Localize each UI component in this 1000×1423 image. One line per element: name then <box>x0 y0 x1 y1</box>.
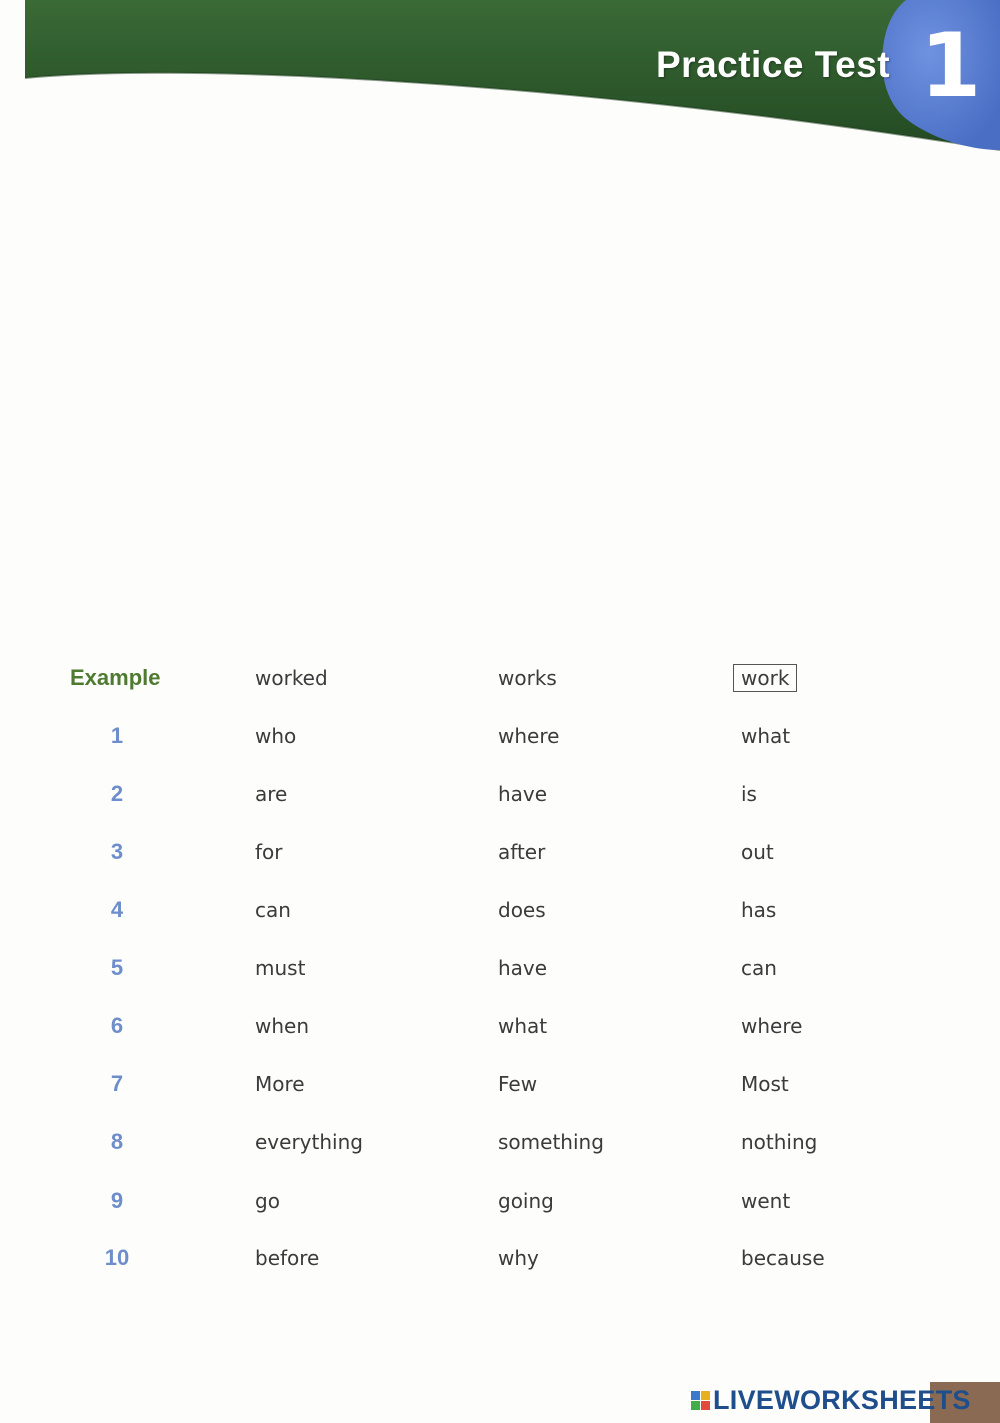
question-number: 6 <box>110 1013 124 1038</box>
question-row <box>0 1064 1000 1104</box>
question-row <box>0 890 1000 930</box>
question-number: 4 <box>110 897 124 922</box>
question-number: 8 <box>110 1129 124 1154</box>
option-c[interactable]: what <box>741 724 791 748</box>
example-option-a: worked <box>255 666 328 690</box>
option-a[interactable]: More <box>255 1072 305 1096</box>
question-row <box>0 1122 1000 1162</box>
option-a[interactable]: can <box>255 898 291 922</box>
option-b[interactable]: after <box>498 840 546 864</box>
option-c[interactable]: nothing <box>741 1130 818 1154</box>
example-answer-box: work <box>733 664 797 692</box>
option-c[interactable]: out <box>741 840 774 864</box>
question-row <box>0 1238 1000 1278</box>
option-c[interactable]: because <box>741 1246 825 1270</box>
option-c[interactable]: Most <box>741 1072 789 1096</box>
option-b[interactable]: does <box>498 898 546 922</box>
option-a[interactable]: must <box>255 956 306 980</box>
example-option-b: works <box>498 666 557 690</box>
liveworksheets-logo[interactable] <box>691 1383 971 1417</box>
option-c[interactable]: can <box>741 956 777 980</box>
option-c[interactable]: went <box>741 1189 791 1213</box>
option-c[interactable]: is <box>741 782 757 806</box>
option-a[interactable]: before <box>255 1246 320 1270</box>
option-b[interactable]: have <box>498 956 548 980</box>
liveworksheets-grid-icon <box>691 1391 710 1410</box>
question-number: 5 <box>110 955 124 980</box>
question-number: 1 <box>110 723 124 748</box>
option-a[interactable]: for <box>255 840 283 864</box>
option-c[interactable]: has <box>741 898 777 922</box>
option-b[interactable]: have <box>498 782 548 806</box>
question-row <box>0 774 1000 814</box>
example-label: Example <box>70 665 161 690</box>
page-title: Practice Test <box>656 44 891 85</box>
option-b[interactable]: something <box>498 1130 604 1154</box>
question-number: 10 <box>104 1245 130 1270</box>
logo-text: LIVEWORKSHEETS <box>713 1384 971 1415</box>
question-number: 3 <box>110 839 124 864</box>
test-number-badge: 1 <box>920 14 982 117</box>
option-b[interactable]: what <box>498 1014 548 1038</box>
question-row <box>0 1181 1000 1221</box>
option-b[interactable]: where <box>498 724 560 748</box>
option-b[interactable]: why <box>498 1246 539 1270</box>
question-row <box>0 716 1000 756</box>
question-row <box>0 832 1000 872</box>
question-number: 2 <box>110 781 124 806</box>
question-number: 9 <box>110 1188 124 1213</box>
option-a[interactable]: are <box>255 782 288 806</box>
option-b[interactable]: going <box>498 1189 554 1213</box>
option-c[interactable]: where <box>741 1014 803 1038</box>
option-a[interactable]: who <box>255 724 297 748</box>
example-row <box>0 658 1000 698</box>
question-number: 7 <box>110 1071 124 1096</box>
question-row <box>0 948 1000 988</box>
question-row <box>0 1006 1000 1046</box>
option-a[interactable]: everything <box>255 1130 363 1154</box>
option-a[interactable]: go <box>255 1189 280 1213</box>
option-b[interactable]: Few <box>498 1072 538 1096</box>
option-a[interactable]: when <box>255 1014 310 1038</box>
